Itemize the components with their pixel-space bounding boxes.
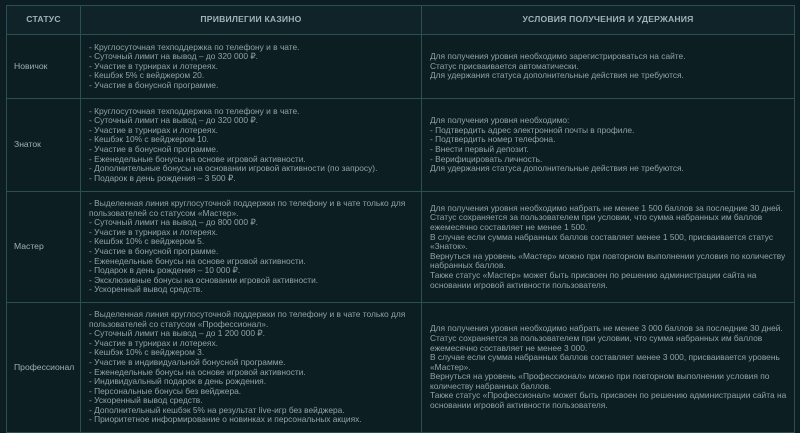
- conditions-cell: [422, 99, 795, 192]
- header-conditions: УСЛОВИЯ ПОЛУЧЕНИЯ И УДЕРЖАНИЯ: [422, 6, 795, 35]
- condition-line: Для получения уровня необходимо набрать не менее 1 500 баллов за последние 30 дней.: [430, 202, 783, 213]
- condition-line: Также статус «Профессионал» может быть присвоен по решению администрации сайта на: [430, 390, 787, 401]
- condition-line: Статус сохраняется за пользователем при условии, что сумма набранных им баллов: [430, 212, 763, 223]
- privilege-line: - Ускоренный вывод средств.: [89, 284, 203, 295]
- privilege-line: - Суточный лимит на вывод – до 800 000 ₽.: [89, 217, 258, 228]
- condition-line: Статус сохраняется за пользователем при условии, что сумма набранных им баллов: [430, 332, 763, 343]
- condition-line: основании игровой активности пользователя.: [430, 279, 608, 290]
- header-privileges: ПРИВИЛЕГИИ КАЗИНО: [81, 6, 422, 35]
- status-name: Мастер: [7, 192, 81, 303]
- condition-line: Также статус «Мастер» может быть присвоен по решению администрации сайта на: [430, 269, 757, 280]
- condition-line: «Знаток».: [430, 241, 468, 252]
- privilege-line: пользователей со статусом «Мастер».: [89, 207, 239, 218]
- status-name: Профессионал: [7, 303, 81, 433]
- condition-line: ежемесячно составляет не менее 3 000.: [430, 342, 588, 353]
- privileges-cell: [81, 35, 422, 99]
- condition-line: - Подтвердить адрес электронной почты в профиле.: [430, 124, 635, 135]
- privilege-line: - Участие в турнирах и лотереях.: [89, 60, 218, 71]
- status-name: Знаток: [7, 99, 81, 192]
- privilege-line: - Дополнительные бонусы на основании игровой активности (по запросу).: [89, 163, 378, 174]
- privilege-line: - Выделенная линия круглосуточной поддержки по телефону и в чате только для: [89, 198, 406, 209]
- privileges-cell: [81, 99, 422, 192]
- privilege-line: - Подарок в день рождения – 3 500 ₽.: [89, 172, 236, 183]
- privilege-line: пользователей со статусом «Профессионал».: [89, 318, 269, 329]
- privilege-line: - Участие в индивидуальной бонусной программе.: [89, 356, 286, 367]
- privilege-line: - Кешбэк 10% с вейджером 3.: [89, 347, 205, 358]
- condition-line: Статус присваивается автоматически.: [430, 60, 579, 71]
- privilege-line: - Дополнительный кешбэк 5% на результат live-игр без вейджера.: [89, 404, 345, 415]
- privilege-line: - Круглосуточная техподдержка по телефону и в чате.: [89, 105, 300, 116]
- privilege-line: - Участие в турнирах и лотереях.: [89, 124, 218, 135]
- condition-line: Для удержания статуса дополнительные действия не требуются.: [430, 70, 684, 81]
- condition-line: Для получения уровня необходимо набрать не менее 3 000 баллов за последние 30 дней.: [430, 323, 783, 334]
- privilege-line: - Участие в бонусной программе.: [89, 144, 219, 154]
- privilege-line: - Участие в бонусной программе.: [89, 246, 219, 256]
- privilege-line: - Еженедельные бонусы на основе игровой активности.: [89, 366, 306, 377]
- condition-line: «Мастер».: [430, 361, 471, 372]
- condition-line: Вернуться на уровень «Профессионал» можно при повторном выполнении условия по: [430, 371, 770, 382]
- privilege-line: - Подарок в день рождения – 10 000 ₽.: [89, 265, 241, 276]
- privilege-line: - Выделенная линия круглосуточной поддержки по телефону и в чате только для: [89, 308, 406, 319]
- privilege-line: - Приоритетное информирование о новинках и персональных акциях.: [89, 414, 362, 425]
- condition-line: Для получения уровня необходимо зарегистрироваться на сайте.: [430, 51, 686, 62]
- conditions-cell: [422, 35, 795, 99]
- condition-line: В случае если сумма набранных баллов составляет менее 3 000, присваивается уровень: [430, 352, 780, 363]
- table-row: [7, 99, 795, 192]
- conditions-cell: [422, 192, 795, 303]
- privileges-cell: [81, 192, 422, 303]
- privilege-line: - Кешбэк 5% с вейджером 20.: [89, 70, 205, 81]
- privilege-line: - Кешбэк 10% с вейджером 10.: [89, 134, 209, 145]
- privilege-line: - Суточный лимит на вывод – до 1 200 000 ₽.: [89, 328, 265, 339]
- privilege-line: - Суточный лимит на вывод – до 320 000 ₽.: [89, 51, 258, 62]
- table-header-row: [7, 6, 795, 35]
- condition-line: ежемесячно составляет не менее 1 500.: [430, 222, 588, 233]
- table-row: [7, 303, 795, 433]
- table-row: [7, 35, 795, 99]
- privilege-line: - Кешбэк 10% с вейджером 5.: [89, 236, 205, 247]
- privilege-line: - Эксклюзивные бонусы на основании игровой активности.: [89, 274, 319, 285]
- condition-line: В случае если сумма набранных баллов составляет менее 1 500, присваивается статус: [430, 231, 774, 242]
- condition-line: - Внести первый депозит.: [430, 144, 529, 154]
- privilege-line: - Еженедельные бонусы на основе игровой активности.: [89, 153, 306, 164]
- privilege-line: - Индивидуальный подарок в день рождения.: [89, 376, 267, 387]
- privilege-line: - Ускоренный вывод средств.: [89, 395, 203, 406]
- table-row: [7, 192, 795, 303]
- privileges-cell: [81, 303, 422, 433]
- privilege-line: - Участие в турнирах и лотереях.: [89, 337, 218, 348]
- status-name: Новичок: [7, 35, 81, 99]
- conditions-cell: [422, 303, 795, 433]
- privilege-line: - Участие в турнирах и лотереях.: [89, 226, 218, 237]
- condition-line: - Подтвердить номер телефона.: [430, 134, 556, 145]
- privilege-line: - Еженедельные бонусы на основе игровой активности.: [89, 255, 306, 266]
- condition-line: Для получения уровня необходимо:: [430, 115, 570, 126]
- privilege-line: - Круглосуточная техподдержка по телефону и в чате.: [89, 41, 300, 52]
- condition-line: - Верифицировать личность.: [430, 153, 543, 164]
- privilege-line: - Суточный лимит на вывод – до 320 000 ₽.: [89, 115, 258, 126]
- header-status: СТАТУС: [7, 6, 81, 35]
- condition-line: Вернуться на уровень «Мастер» можно при повторном выполнении условия по количеству: [430, 250, 786, 261]
- vip-status-table: [6, 5, 795, 433]
- privilege-line: - Персональные бонусы без вейджера.: [89, 385, 242, 396]
- condition-line: Для удержания статуса дополнительные действия не требуются.: [430, 163, 684, 174]
- condition-line: количеству набранных баллов.: [430, 380, 552, 391]
- condition-line: основании игровой активности пользователя.: [430, 400, 608, 411]
- privilege-line: - Участие в бонусной программе.: [89, 79, 219, 90]
- condition-line: набранных баллов.: [430, 260, 506, 271]
